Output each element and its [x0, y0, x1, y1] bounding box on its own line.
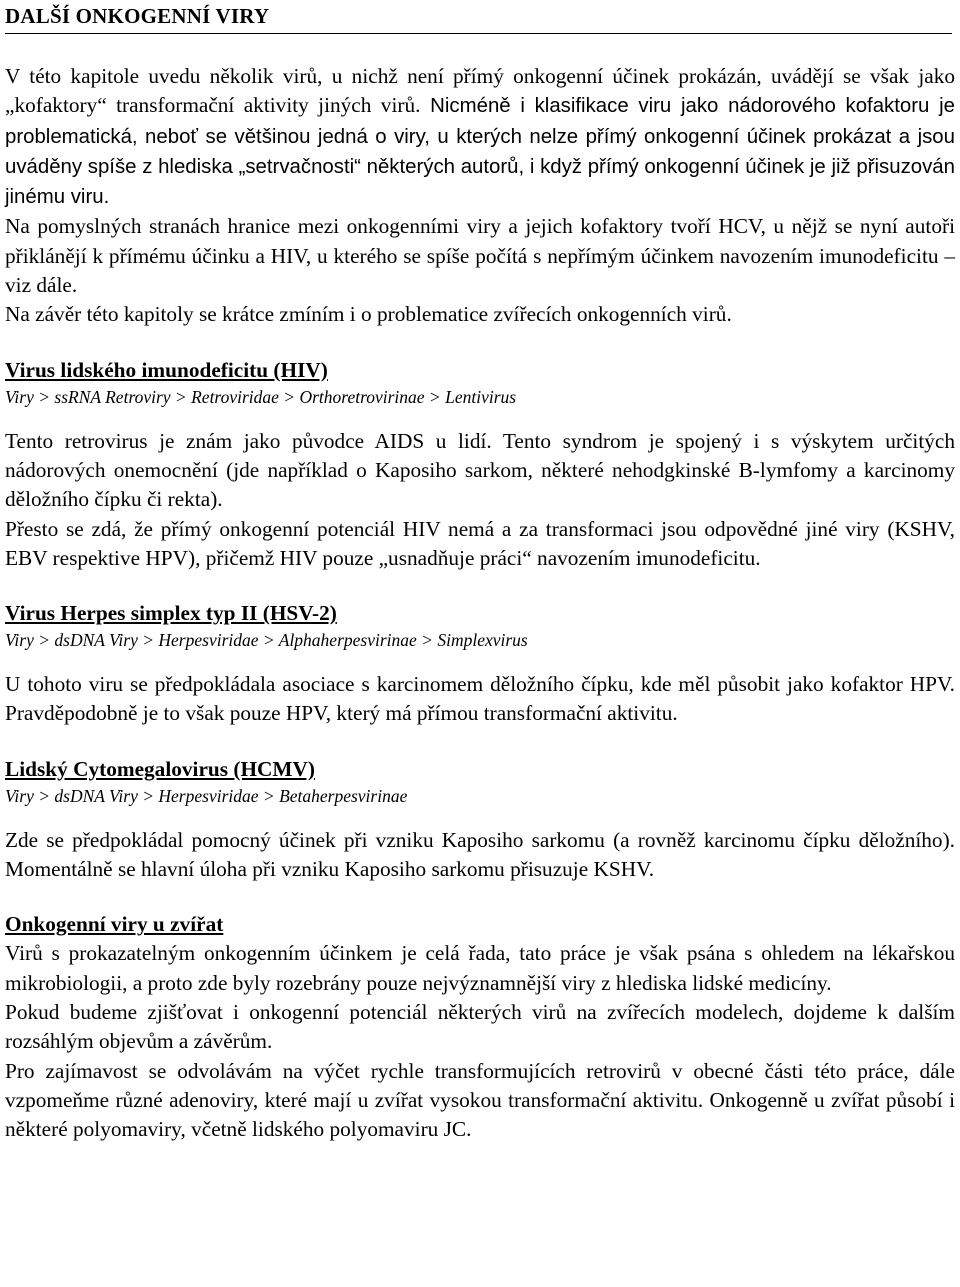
intro-paragraph-3: Na závěr této kapitoly se krátce zmíním i o problematice zvířecích onkogenních virů. — [5, 302, 732, 327]
chapter-heading: DALŠÍ ONKOGENNÍ VIRY — [5, 0, 952, 34]
spacer — [5, 652, 955, 670]
spacer — [5, 808, 955, 826]
hsv2-paragraph-1: U tohoto viru se předpokládala asociace s karcinomem děložního čípku, kde měl působit jako kofaktor HPV. Pravděpodobně je to však pouze HPV, který má přímou transformační aktivitu. — [5, 672, 955, 726]
taxonomy-hsv2-text: Viry > dsDNA Viry > Herpesviridae > Alphaherpesvirinae > Simplexvirus — [5, 630, 528, 651]
section-title-hcmv: Lidský Cytomegalovirus (HCMV) — [5, 756, 315, 781]
animals-paragraph-2: Pokud budeme zjišťovat i onkogenní potenciál některých virů na zvířecích modelech, dojdeme k dalším rozsáhlým objevům a závěrům. — [5, 999, 955, 1054]
section-title-hsv2: Virus Herpes simplex typ II (HSV-2) — [5, 601, 337, 626]
taxonomy-hsv2 — [5, 628, 955, 652]
spacer — [5, 884, 955, 910]
spacer — [5, 729, 955, 755]
animals-paragraph-1: Virů s prokazatelným onkogenním účinkem je celá řada, tato práce je však psána s ohledem na lékařskou mikrobiologii, a proto zde byly rozebrány pouze nejvýznamnější viry z hlediska lidské medicíny. — [5, 941, 955, 995]
taxonomy-hcmv-text: Viry > dsDNA Viry > Herpesviridae > Betaherpesvirinae — [5, 785, 408, 806]
section-hiv — [5, 356, 955, 573]
hcmv-paragraph-1: Zde se předpokládal pomocný účinek při vzniku Kaposiho sarkomu (a rovněž karcinomu čípku děložního). Momentálně se hlavní úloha při vzniku Kaposiho sarkomu přisuzuje KSHV. — [5, 827, 955, 882]
intro-p1-sans: Nicméně i klasifikace viru jako nádorového kofaktoru je problematická, neboť se většinou jedná o viry, u kterých nelze přímý onkogenní účinek prokázat a jsou uváděny spíše z hlediska „setrvačnosti“ některých autorů, i když přímý onkogenní účinek je již přisuzován jinému viru. — [5, 95, 955, 209]
spacer — [5, 409, 955, 427]
intro-section — [5, 62, 955, 330]
section-title-animals: Onkogenní viry u zvířat — [5, 912, 224, 937]
intro-paragraph-1 — [5, 62, 955, 212]
animals-paragraph-3: Pro zajímavost se odvolávám na výčet rychle transformujících retrovirů v obecné části této práce, dále vzpomeňme různé adenoviry, které mají u zvířat vysokou transformační aktivitu. Onkogenně u zvířat působí i některé polyomaviry, včetně lidského polyomaviru JC. — [5, 1058, 955, 1142]
section-hcmv — [5, 755, 955, 885]
taxonomy-hiv — [5, 385, 955, 409]
spacer — [5, 573, 955, 599]
hiv-paragraph-2: Přesto se zdá, že přímý onkogenní potenciál HIV nemá a za transformaci jsou odpovědné jiné viry (KSHV, EBV respektive HPV), přičemž HIV pouze „usnadňuje práci“ navozením imunodeficitu. — [5, 516, 955, 570]
intro-paragraph-2: Na pomyslných stranách hranice mezi onkogenními viry a jejich kofaktory tvoří HCV, u nějž se nyní autoři přiklánějí k přímému účinku a HIV, u kterého se spíše počítá s nepřímým účinkem navozením imunodeficitu – viz dále. — [5, 214, 955, 298]
taxonomy-hiv-text: Viry > ssRNA Retroviry > Retroviridae > Orthoretrovirinae > Lentivirus — [5, 386, 517, 407]
section-title-hiv: Virus lidského imunodeficitu (HIV) — [5, 357, 328, 382]
hiv-paragraph-1: Tento retrovirus je znám jako původce AIDS u lidí. Tento syndrom je spojený i s výskytem určitých nádorových onemocnění (jde například o Kaposiho sarkom, některé nehodgkinské B-lymfomy a karcinomy děložního čípku či rekta). — [5, 428, 955, 512]
intro-p1-serif: V této kapitole uvedu několik virů, u nichž není přímý onkogenní účinek prokázán, uvádějí se však jako „kofaktory“ transformační aktivity jiných virů. — [5, 64, 955, 118]
taxonomy-hcmv — [5, 784, 955, 808]
section-hsv2 — [5, 599, 955, 729]
spacer — [5, 330, 955, 356]
section-animals — [5, 910, 955, 1144]
